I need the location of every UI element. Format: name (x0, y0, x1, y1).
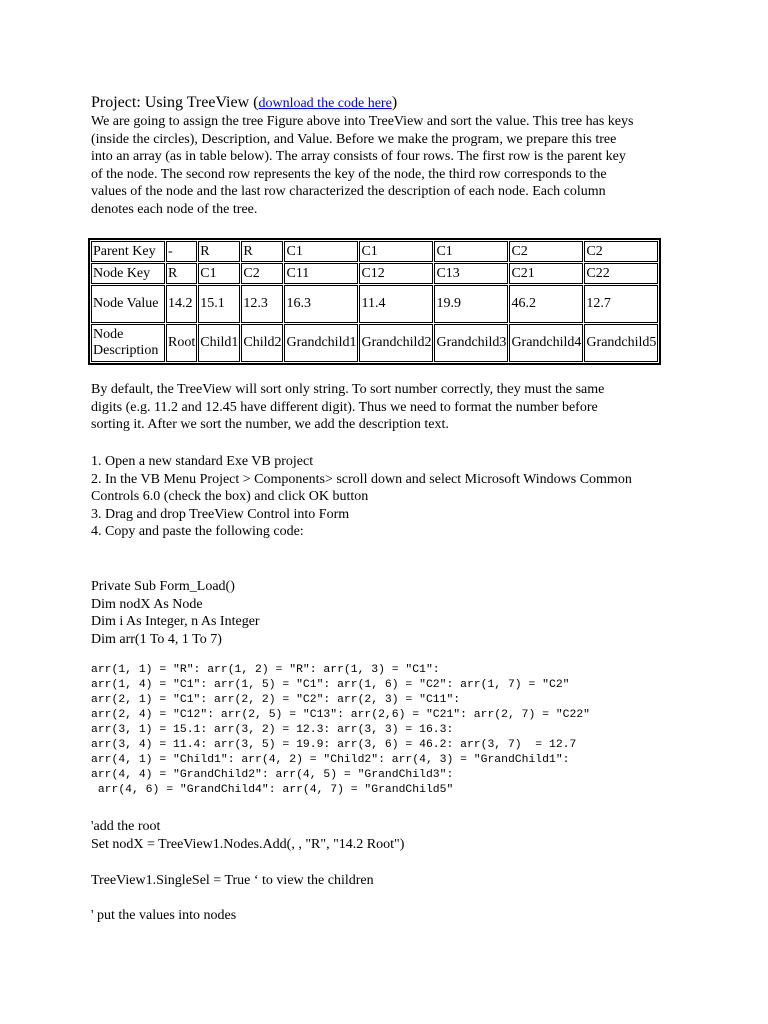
code-line: Dim arr(1 To 4, 1 To 7) (91, 631, 222, 647)
code-values-comment (91, 907, 711, 925)
intro-paragraph (91, 113, 691, 219)
table-cell: 46.2 (509, 285, 583, 323)
project-title (91, 93, 397, 114)
table-cell: Parent Key (91, 241, 165, 262)
code-add-root (91, 818, 711, 853)
steps-list (91, 453, 711, 541)
table-cell: C1 (434, 241, 508, 262)
table-cell: C1 (284, 241, 358, 262)
code-declarations (91, 578, 711, 648)
table-cell: Grandchild4 (509, 324, 583, 362)
table-cell: - (166, 241, 197, 262)
tree-array-table (88, 238, 661, 365)
code-line: arr(4, 6) = "GrandChild4": arr(4, 7) = "GrandChild5" (91, 784, 454, 796)
code-line: ' put the values into nodes (91, 908, 237, 923)
table-cell: C1 (198, 263, 240, 284)
table-cell: Node Value (91, 285, 165, 323)
sorting-line: sorting it. After we sort the number, we add the description text. (91, 417, 449, 433)
code-line: Set nodX = TreeView1.Nodes.Add(, , "R", "14.2 Root") (91, 836, 405, 852)
table-cell: C2 (584, 241, 658, 262)
step-line: Controls 6.0 (check the box) and click OK button (91, 489, 369, 505)
code-line: arr(2, 4) = "C12": arr(2, 5) = "C13": arr(2,6) = "C21": arr(2, 7) = "C22" (91, 709, 590, 721)
table-cell: C12 (359, 263, 433, 284)
step-line: 3. Drag and drop TreeView Control into Form (91, 506, 350, 522)
table-cell: C13 (434, 263, 508, 284)
code-line: Dim nodX As Node (91, 596, 203, 612)
table-cell: Grandchild1 (284, 324, 358, 362)
intro-line: We are going to assign the tree Figure above into TreeView and sort the value. This tree has keys (91, 114, 634, 129)
download-code-link[interactable]: download the code here (258, 96, 392, 111)
table-cell: R (166, 263, 197, 284)
table-cell: Node Key (91, 263, 165, 284)
code-line: 'add the root (91, 819, 161, 834)
table-cell: C21 (509, 263, 583, 284)
table-cell: 19.9 (434, 285, 508, 323)
table-cell: Child1 (198, 324, 240, 362)
table-cell: R (241, 241, 283, 262)
table-cell: C22 (584, 263, 658, 284)
table-cell: C11 (284, 263, 358, 284)
table-cell: 14.2 (166, 285, 197, 323)
code-line: arr(1, 4) = "C1": arr(1, 5) = "C1": arr(1, 6) = "C2": arr(1, 7) = "C2" (91, 679, 570, 691)
table-cell: 16.3 (284, 285, 358, 323)
table-cell: Node Description (91, 324, 165, 362)
table-cell: C1 (359, 241, 433, 262)
code-line: Dim i As Integer, n As Integer (91, 614, 260, 630)
code-line: arr(4, 1) = "Child1": arr(4, 2) = "Child2": arr(4, 3) = "GrandChild1": (91, 754, 570, 766)
table-cell: C2 (509, 241, 583, 262)
table-cell: C2 (241, 263, 283, 284)
title-prefix: Project: Using TreeView ( (91, 94, 259, 111)
code-line: arr(2, 1) = "C1": arr(2, 2) = "C2": arr(2, 3) = "C11": (91, 694, 461, 706)
sorting-paragraph (91, 381, 711, 434)
sorting-line: By default, the TreeView will sort only string. To sort number correctly, they must the same (91, 382, 605, 397)
table-cell: 12.7 (584, 285, 658, 323)
table-cell: Grandchild2 (359, 324, 433, 362)
intro-line: values of the node and the last row characterized the description of each node. Each column (91, 184, 606, 200)
table-cell: Root (166, 324, 197, 362)
step-line: 4. Copy and paste the following code: (91, 524, 304, 540)
table-cell: 12.3 (241, 285, 283, 323)
code-line: arr(1, 1) = "R": arr(1, 2) = "R": arr(1, 3) = "C1": (91, 664, 440, 676)
intro-line: of the node. The second row represents the key of the node, the third row corresponds to the (91, 166, 607, 182)
step-line: 1. Open a new standard Exe VB project (91, 454, 314, 469)
table-cell: Grandchild3 (434, 324, 508, 362)
table-cell: R (198, 241, 240, 262)
intro-line: into an array (as in table below). The array consists of four rows. The first row is the parent key (91, 149, 626, 165)
table-row-node-key (91, 263, 658, 284)
code-array-assignments (91, 663, 711, 798)
intro-line: (inside the circles), Description, and Value. Before we make the program, we prepare this tree (91, 131, 617, 147)
code-line: arr(4, 4) = "GrandChild2": arr(4, 5) = "GrandChild3": (91, 769, 454, 781)
title-suffix: ) (391, 94, 398, 111)
table-row-node-description (91, 324, 658, 362)
code-line: arr(3, 1) = 15.1: arr(3, 2) = 12.3: arr(3, 3) = 16.3: (91, 724, 454, 736)
code-single-sel (91, 872, 711, 890)
intro-line: denotes each node of the tree. (91, 201, 258, 217)
table-row-node-value (91, 285, 658, 323)
table-cell: 15.1 (198, 285, 240, 323)
table-cell: Grandchild5 (584, 324, 658, 362)
code-line: TreeView1.SingleSel = True ‘ to view the children (91, 873, 374, 888)
code-line: arr(3, 4) = 11.4: arr(3, 5) = 19.9: arr(3, 6) = 46.2: arr(3, 7) = 12.7 (91, 739, 577, 751)
step-line: 2. In the VB Menu Project > Components> scroll down and select Microsoft Windows Common (91, 471, 632, 487)
code-line: Private Sub Form_Load() (91, 579, 235, 594)
table-cell: 11.4 (359, 285, 433, 323)
sorting-line: digits (e.g. 11.2 and 12.45 have different digit). Thus we need to format the number before (91, 399, 598, 415)
table-cell: Child2 (241, 324, 283, 362)
table-row-parent-key (91, 241, 658, 262)
